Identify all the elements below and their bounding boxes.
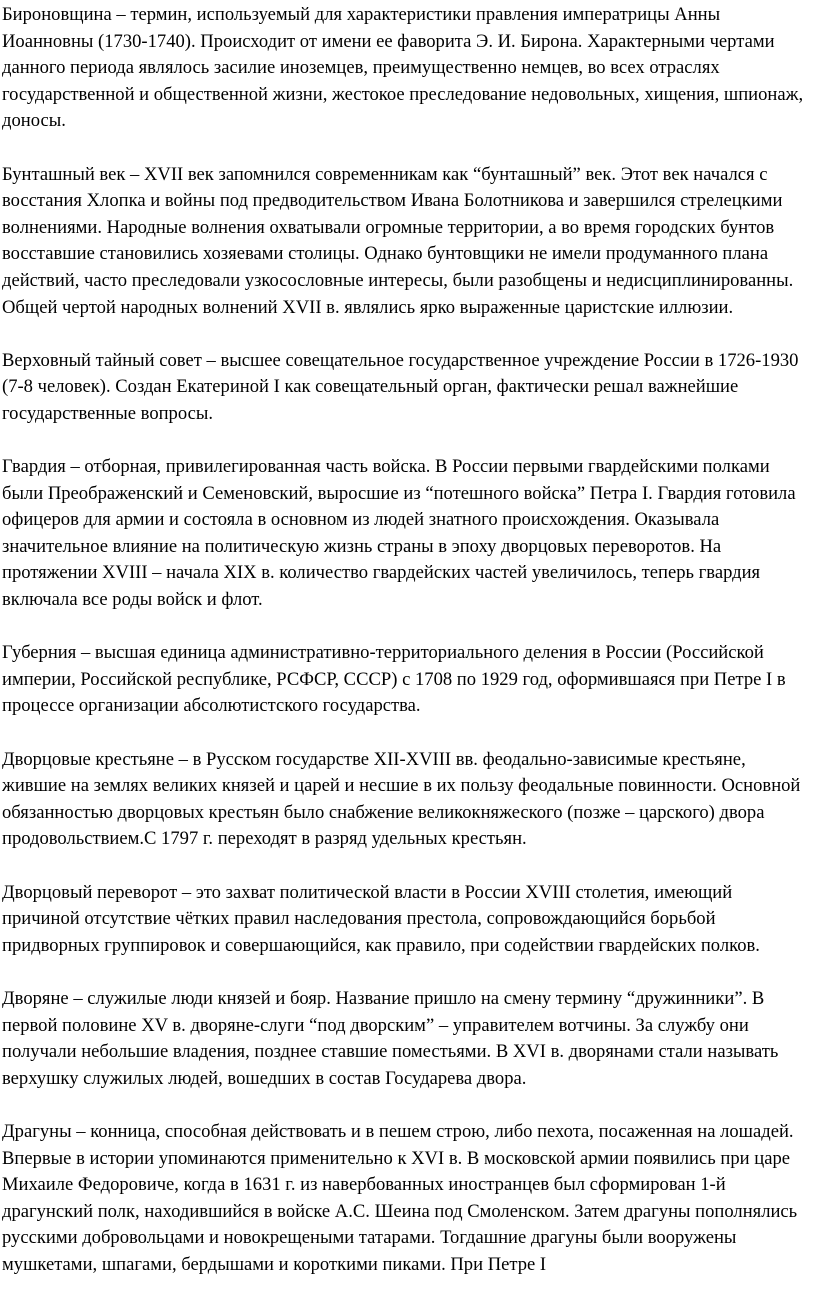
document-page — [2, 2, 814, 1305]
paragraph-guberniya: Губерния – высшая единица административно-территориального деления в России (Российской империи, Российской республике, РСФСР, СССР) с 1708 по 1929 год, оформившаяся при Петре I в процессе организации абсолютистского государства. — [2, 642, 786, 717]
paragraph-dvortsovy-perevorot: Дворцовый переворот – это захват политической власти в России XVIII столетия, имеющий причиной отсутствие чётких правил наследования престола, сопровождающийся борьбой придворных группировок и совершающийся, как правило, при содействии гвардейских полков. — [2, 881, 760, 956]
paragraph-draguny: Драгуны – конница, способная действовать и в пешем строю, либо пехота, посаженная на лошадей. Впервые в истории упоминаются применительно к XVI в. В московской армии появились при царе Михаиле Федоровиче, когда в 1631 г. из навербованных иностранцев был сформирован 1-й драгунский полк, находившийся в войске А.С. Шеина под Смоленском. Затем драгуны пополнялись русскими добровольцами и новокрещеными татарами. Тогдашние драгуны были вооружены мушкетами, шпагами, бердышами и короткими пиками. При Петре I — [2, 1120, 798, 1275]
paragraph-gvardiya: Гвардия – отборная, привилегированная часть войска. В России первыми гвардейскими полками были Преображенский и Семеновский, выросшие из “потешного войска” Петра I. Гвардия готовила офицеров для армии и состояла в основном из людей знатного происхождения. Оказывала значительное влияние на политическую жизнь страны в эпоху дворцовых переворотов. На протяжении XVIII – начала XIX в. количество гвардейских частей увеличилось, теперь гвардия включала все роды войск и флот. — [2, 456, 796, 611]
paragraph-dvoryane: Дворяне – служилые люди князей и бояр. Название пришло на смену термину “дружинники”. В первой половине XV в. дворяне-слуги “под дворским” – управителем вотчины. За службу они получали небольшие владения, позднее ставшие поместьями. В XVI в. дворянами стали называть верхушку служилых людей, вошедших в состав Государева двора. — [2, 987, 779, 1089]
paragraph-dvortsovye-krestyane: Дворцовые крестьяне – в Русском государстве XII-XVIII вв. феодально-зависимые крестьяне, жившие на землях великих князей и царей и несшие в их пользу феодальные повинности. Основной обязанностью дворцовых крестьян было снабжение великокняжеского (позже – царского) двора продовольствием.С 1797 г. переходят в разряд удельных крестьян. — [2, 748, 801, 850]
paragraph-buntashny-vek: Бунташный век – XVII век запомнился современникам как “бунташный” век. Этот век начался с восстания Хлопка и войны под предводительством Ивана Болотникова и завершился стрелецкими волнениями. Народные волнения охватывали огромные территории, а во время городских бунтов восставшие становились хозяевами столицы. Однако бунтовщики не имели продуманного плана действий, часто преследовали узкосословные интересы, были разобщены и недисциплинированны. Общей чертой народных волнений XVII в. являлись ярко выраженные царистские иллюзии. — [2, 163, 794, 318]
paragraph-bironovshchina: Бироновщина – термин, используемый для характеристики правления императрицы Анны Иоанновны (1730-1740). Происходит от имени ее фаворита Э. И. Бирона. Характерными чертами данного периода являлось засилие иноземцев, преимущественно немцев, во всех отраслях государственной и общественной жизни, жестокое преследование недовольных, хищения, шпионаж, доносы. — [2, 4, 804, 132]
paragraph-verkhovny-tainy-sovet: Верховный тайный совет – высшее совещательное государственное учреждение России в 1726-1930 (7-8 человек). Создан Екатериной I как совещательный орган, фактически решал важнейшие государственные вопросы. — [2, 349, 799, 424]
